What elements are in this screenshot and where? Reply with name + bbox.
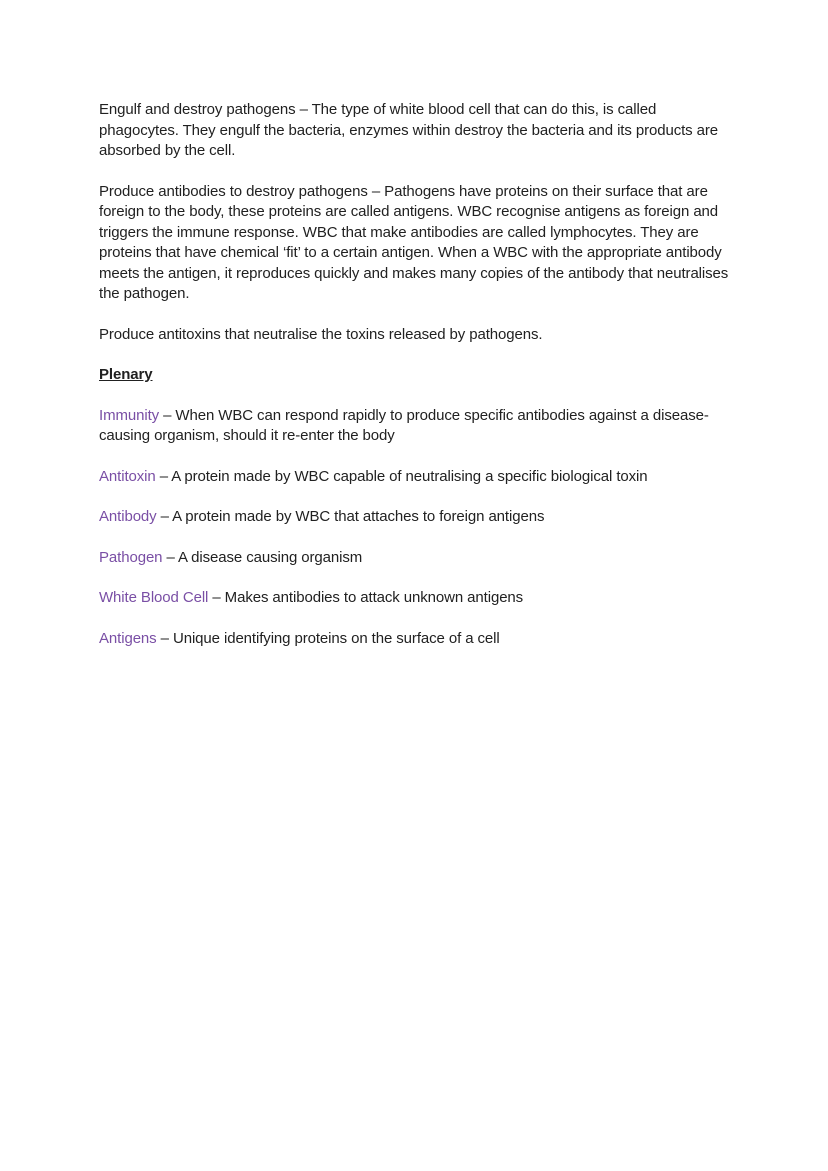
definition-term: Antigens: [99, 629, 157, 647]
definition-term: White Blood Cell: [99, 589, 209, 606]
definition-pathogen: [99, 548, 733, 569]
paragraph-antibodies: Produce antibodies to destroy pathogens – Pathogens have proteins on their surface that are foreign to the body, these proteins are called antigens. WBC recognise antigens as foreign and triggers the immune response. WBC that make antibodies are called lymphocytes. They are proteins that have chemical ‘fit’ to a certain antigen. When a WBC with the appropriate antibody meets the antigen, it reproduces quickly and makes many copies of the antibody that neutralises the pathogen.: [99, 182, 729, 302]
definition-term: Antitoxin: [99, 467, 156, 485]
paragraph-antitoxins: Produce antitoxins that neutralise the toxins released by pathogens.: [99, 325, 543, 343]
definition-antitoxin: [99, 467, 733, 488]
definition-text: – A protein made by WBC capable of neutralising a specific biological toxin: [159, 467, 648, 485]
definition-term: Pathogen: [99, 548, 163, 566]
definition-text: – When WBC can respond rapidly to produce specific antibodies against a disease-causing organism, should it re-enter the body: [99, 406, 709, 444]
definition-text: – A protein made by WBC that attaches to foreign antigens: [160, 508, 545, 525]
definition-white-blood-cell: [99, 588, 733, 609]
definition-term: Antibody: [99, 508, 157, 525]
definition-text: – Unique identifying proteins on the surface of a cell: [160, 629, 500, 647]
document-body: [99, 100, 733, 669]
definition-antibody: [99, 507, 733, 528]
definition-immunity: [99, 406, 733, 447]
definition-term: Immunity: [99, 406, 160, 424]
definition-text: – Makes antibodies to attack unknown antigens: [212, 589, 524, 606]
paragraph-engulf: Engulf and destroy pathogens – The type of white blood cell that can do this, is called phagocytes. They engulf the bacteria, enzymes within destroy the bacteria and its products are absorbed by the cell.: [99, 101, 719, 159]
definition-antigens: [99, 629, 733, 650]
definition-text: – A disease causing organism: [166, 548, 363, 566]
plenary-heading: Plenary: [99, 366, 153, 383]
